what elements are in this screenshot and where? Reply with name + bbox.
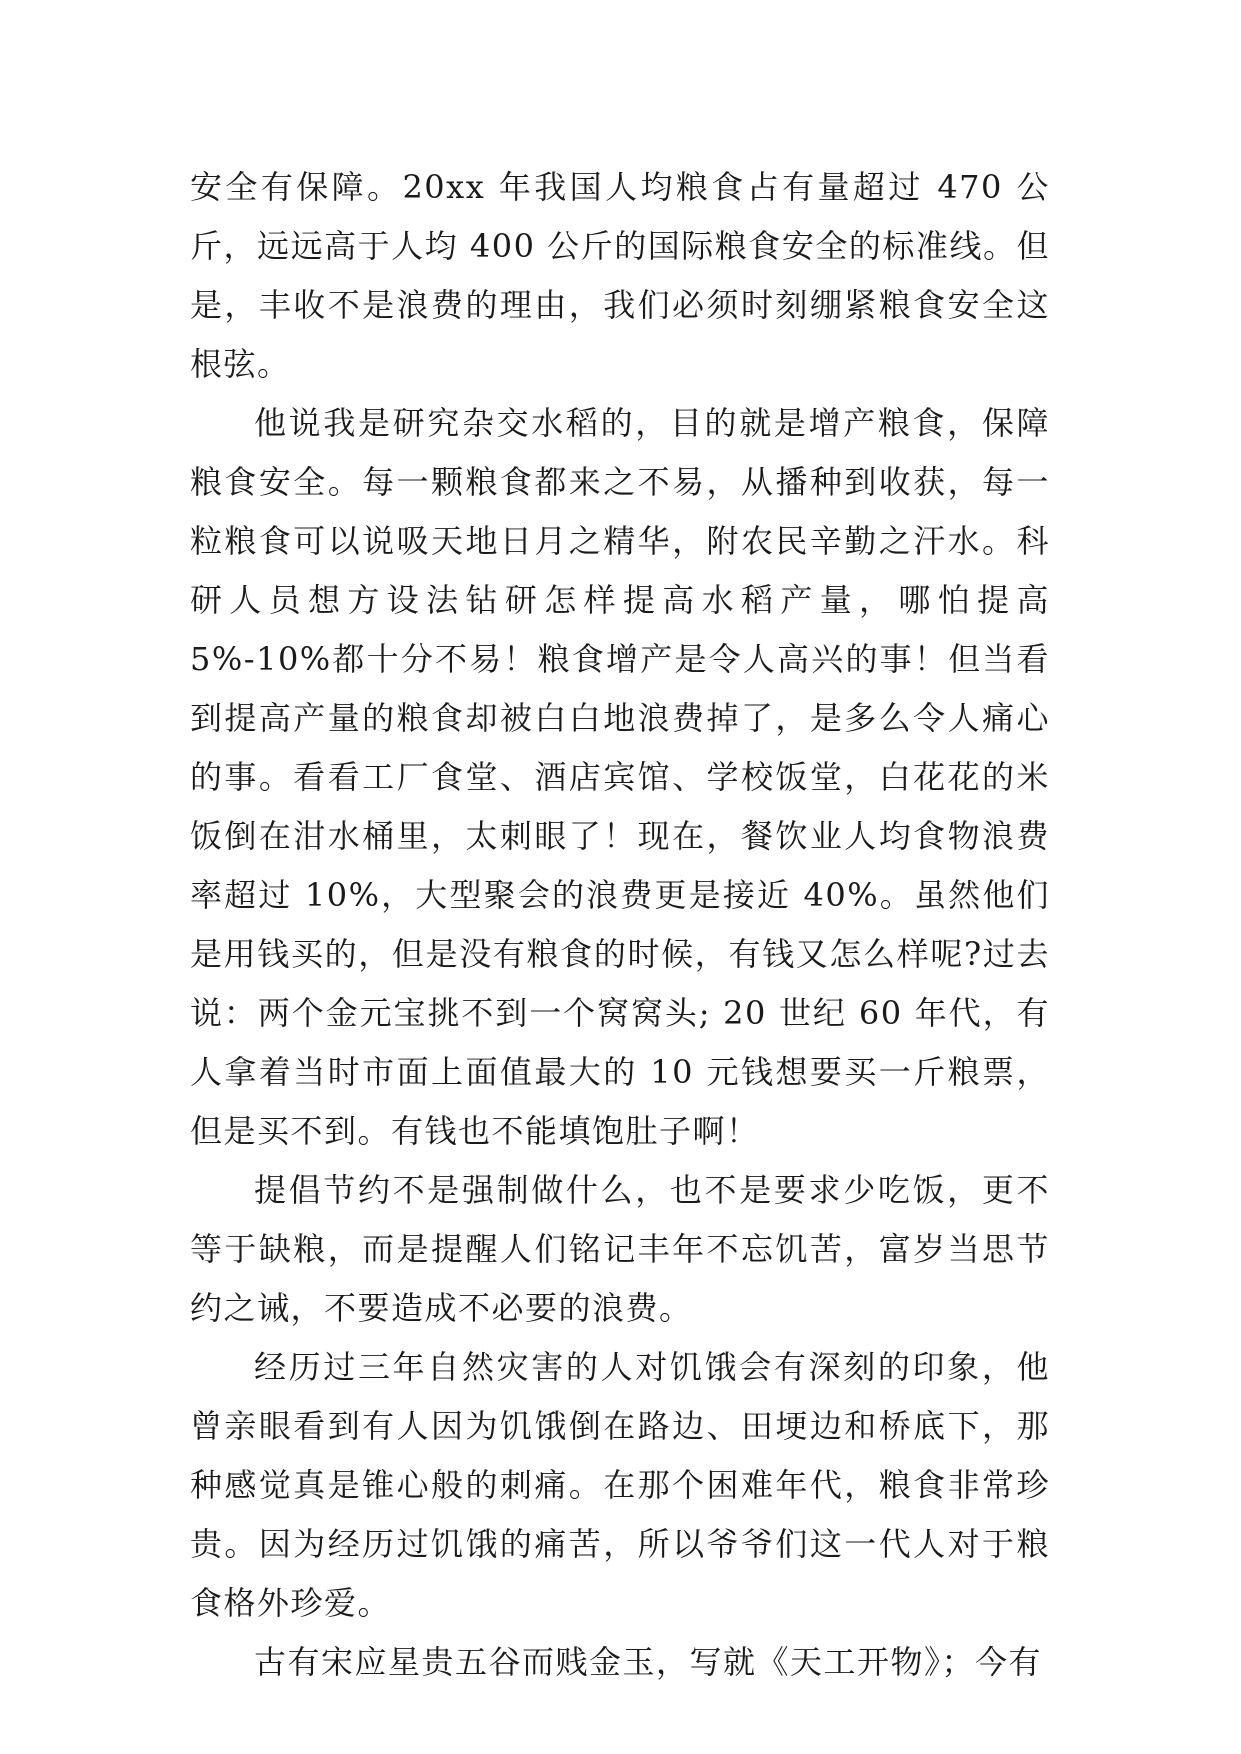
paragraph-3: 提倡节约不是强制做什么，也不是要求少吃饭，更不等于缺粮，而是提醒人们铭记丰年不忘饥苦，富岁当思节约之诫，不要造成不必要的浪费。	[190, 1171, 1050, 1327]
document-body	[190, 158, 1050, 1692]
paragraph-5: 古有宋应星贵五谷而贱金玉，写就《天工开物》；今有	[254, 1643, 1043, 1681]
paragraph-4: 经历过三年自然灾害的人对饥饿会有深刻的印象，他曾亲眼看到有人因为饥饿倒在路边、田埂边和桥底下，那种感觉真是锥心般的刺痛。在那个困难年代，粮食非常珍贵。因为经历过饥饿的痛苦，所以爷爷们这一代人对于粮食格外珍爱。	[190, 1348, 1050, 1622]
paragraph-1: 安全有保障。20xx 年我国人均粮食占有量超过 470 公斤，远远高于人均 400 公斤的国际粮食安全的标准线。但是，丰收不是浪费的理由，我们必须时刻绷紧粮食安全这根弦。	[190, 168, 1050, 383]
paragraph-2: 他说我是研究杂交水稻的，目的就是增产粮食，保障粮食安全。每一颗粮食都来之不易，从播种到收获，每一粒粮食可以说吸天地日月之精华，附农民辛勤之汗水。科研人员想方设法钻研怎样提高水稻产量，哪怕提高 5%-10%都十分不易！粮食增产是令人高兴的事！但当看到提高产量的粮食却被白白地浪费掉了，是多么令人痛心的事。看看工厂食堂、酒店宾馆、学校饭堂，白花花的米饭倒在泔水桶里，太刺眼了！现在，餐饮业人均食物浪费率超过 10%，大型聚会的浪费更是接近 40%。虽然他们是用钱买的，但是没有粮食的时候，有钱又怎么样呢?过去说：两个金元宝挑不到一个窝窝头; 20 世纪 60 年代，有人拿着当时市面上面值最大的 10 元钱想要买一斤粮票，但是买不到。有钱也不能填饱肚子啊！	[190, 404, 1050, 1150]
